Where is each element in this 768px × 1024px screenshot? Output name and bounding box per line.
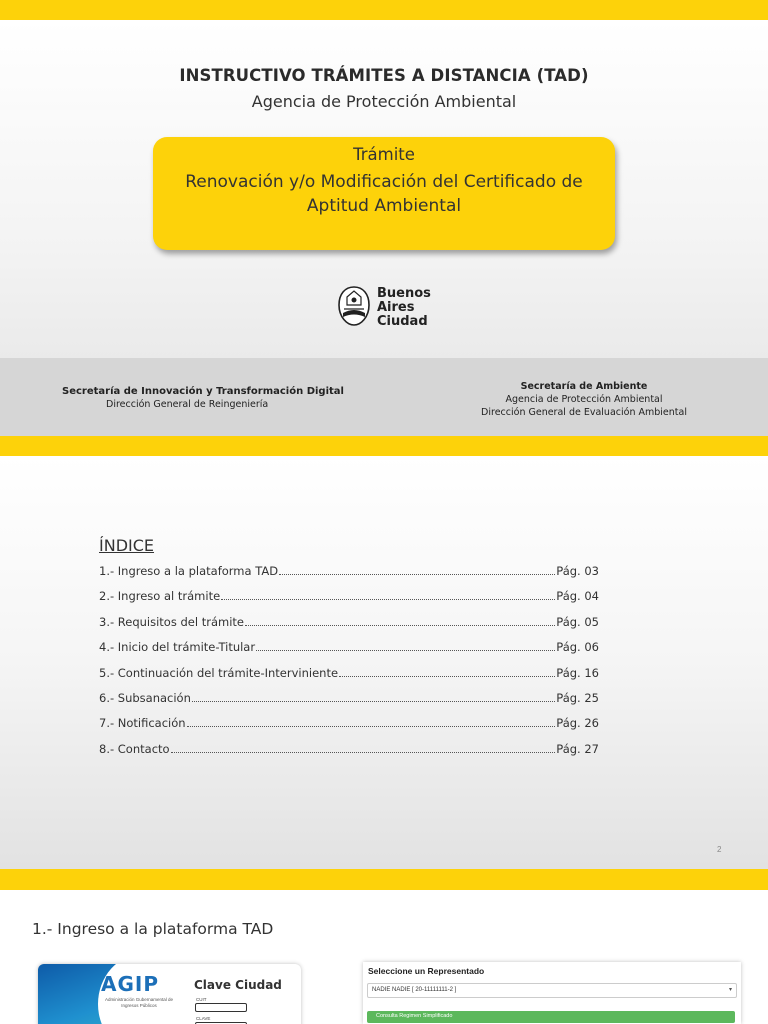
yellow-band-2 bbox=[0, 869, 768, 890]
footer-right-line-1: Agencia de Protección Ambiental bbox=[505, 394, 663, 405]
footer-left-subtitle: Dirección General de Reingeniería bbox=[106, 399, 269, 410]
footer-right-line-2: Dirección General de Evaluación Ambiental bbox=[481, 407, 687, 418]
dot-leader bbox=[221, 599, 555, 600]
index-item bbox=[99, 691, 599, 716]
logo-line-3: Ciudad bbox=[377, 314, 428, 329]
logo-line-1: Buenos bbox=[377, 286, 431, 301]
index-item-label: 8.- Contacto bbox=[99, 741, 170, 756]
representative-panel bbox=[363, 962, 741, 1024]
top-yellow-band bbox=[0, 0, 768, 20]
cuit-label: CUIT bbox=[196, 997, 207, 1002]
consulta-regimen-label: Consulta Regimen Simplificado bbox=[376, 1013, 453, 1019]
index-item-page: Pág. 27 bbox=[556, 741, 599, 756]
agip-caption: Administración Gubernamental de Ingresos Públicos bbox=[104, 997, 174, 1008]
dot-leader bbox=[256, 650, 555, 651]
index-item-label: 1.- Ingreso a la plataforma TAD bbox=[99, 564, 279, 578]
index-item bbox=[99, 716, 599, 741]
index-item bbox=[99, 742, 599, 767]
index-title: ÍNDICE bbox=[99, 536, 155, 555]
footer-right-title: Secretaría de Ambiente bbox=[520, 381, 648, 392]
agip-login-card bbox=[38, 964, 301, 1024]
clave-ciudad-title: Clave Ciudad bbox=[194, 978, 282, 992]
section-slide bbox=[0, 890, 768, 1024]
consulta-regimen-button[interactable] bbox=[367, 1011, 735, 1023]
dot-leader bbox=[192, 701, 555, 702]
dot-leader bbox=[279, 574, 555, 575]
index-item bbox=[99, 640, 599, 665]
document-title: INSTRUCTIVO TRÁMITES A DISTANCIA (TAD) bbox=[179, 66, 589, 85]
index-item bbox=[99, 564, 599, 589]
index-item-page: Pág. 25 bbox=[556, 690, 599, 705]
dot-leader bbox=[187, 726, 556, 727]
section-title: 1.- Ingreso a la plataforma TAD bbox=[32, 920, 274, 938]
index-item-label: 2.- Ingreso al trámite bbox=[99, 589, 221, 604]
index-item-page: Pág. 03 bbox=[556, 564, 599, 578]
tramite-label: Trámite bbox=[353, 145, 415, 164]
index-item-label: 4.- Inicio del trámite-Titular bbox=[99, 640, 256, 655]
tramite-name: Renovación y/o Modificación del Certificado de Aptitud Ambiental bbox=[185, 172, 583, 216]
index-item-label: 6.- Subsanación bbox=[99, 690, 191, 705]
logo-line-2: Aires bbox=[377, 300, 415, 315]
index-item-label: 3.- Requisitos del trámite bbox=[99, 614, 244, 629]
chevron-down-icon: ▾ bbox=[728, 987, 732, 993]
representative-selected: NADIE NADIE [ 20-11111111-2 ] bbox=[372, 987, 457, 993]
yellow-band-1 bbox=[0, 436, 768, 456]
index-item-page: Pág. 16 bbox=[556, 665, 599, 680]
index-item-page: Pág. 06 bbox=[556, 640, 599, 655]
dot-leader bbox=[245, 625, 555, 626]
index-list bbox=[99, 564, 599, 767]
dot-leader bbox=[339, 676, 555, 677]
index-item-page: Pág. 26 bbox=[556, 716, 599, 731]
index-item bbox=[99, 666, 599, 691]
clave-label: CLAVE bbox=[196, 1016, 211, 1021]
index-item-label: 7.- Notificación bbox=[99, 716, 186, 731]
buenos-aires-logo bbox=[337, 285, 457, 331]
index-item bbox=[99, 589, 599, 614]
page-number: 2 bbox=[717, 845, 722, 854]
cover-slide bbox=[0, 20, 768, 436]
index-item-label: 5.- Continuación del trámite-Interviniente bbox=[99, 665, 339, 680]
city-seal-icon bbox=[337, 285, 371, 327]
index-item-page: Pág. 05 bbox=[556, 614, 599, 629]
index-slide bbox=[0, 456, 768, 869]
dot-leader bbox=[171, 752, 556, 753]
footer-left-title: Secretaría de Innovación y Transformación Digital bbox=[62, 386, 344, 397]
tramite-box bbox=[153, 137, 615, 250]
cuit-input[interactable] bbox=[195, 1003, 247, 1012]
representative-select[interactable] bbox=[367, 983, 737, 998]
document-subtitle: Agencia de Protección Ambiental bbox=[251, 92, 517, 111]
index-item-page: Pág. 04 bbox=[556, 589, 599, 604]
index-item bbox=[99, 615, 599, 640]
representative-title: Seleccione un Representado bbox=[368, 966, 485, 976]
agip-logo: AGIP bbox=[101, 972, 159, 996]
